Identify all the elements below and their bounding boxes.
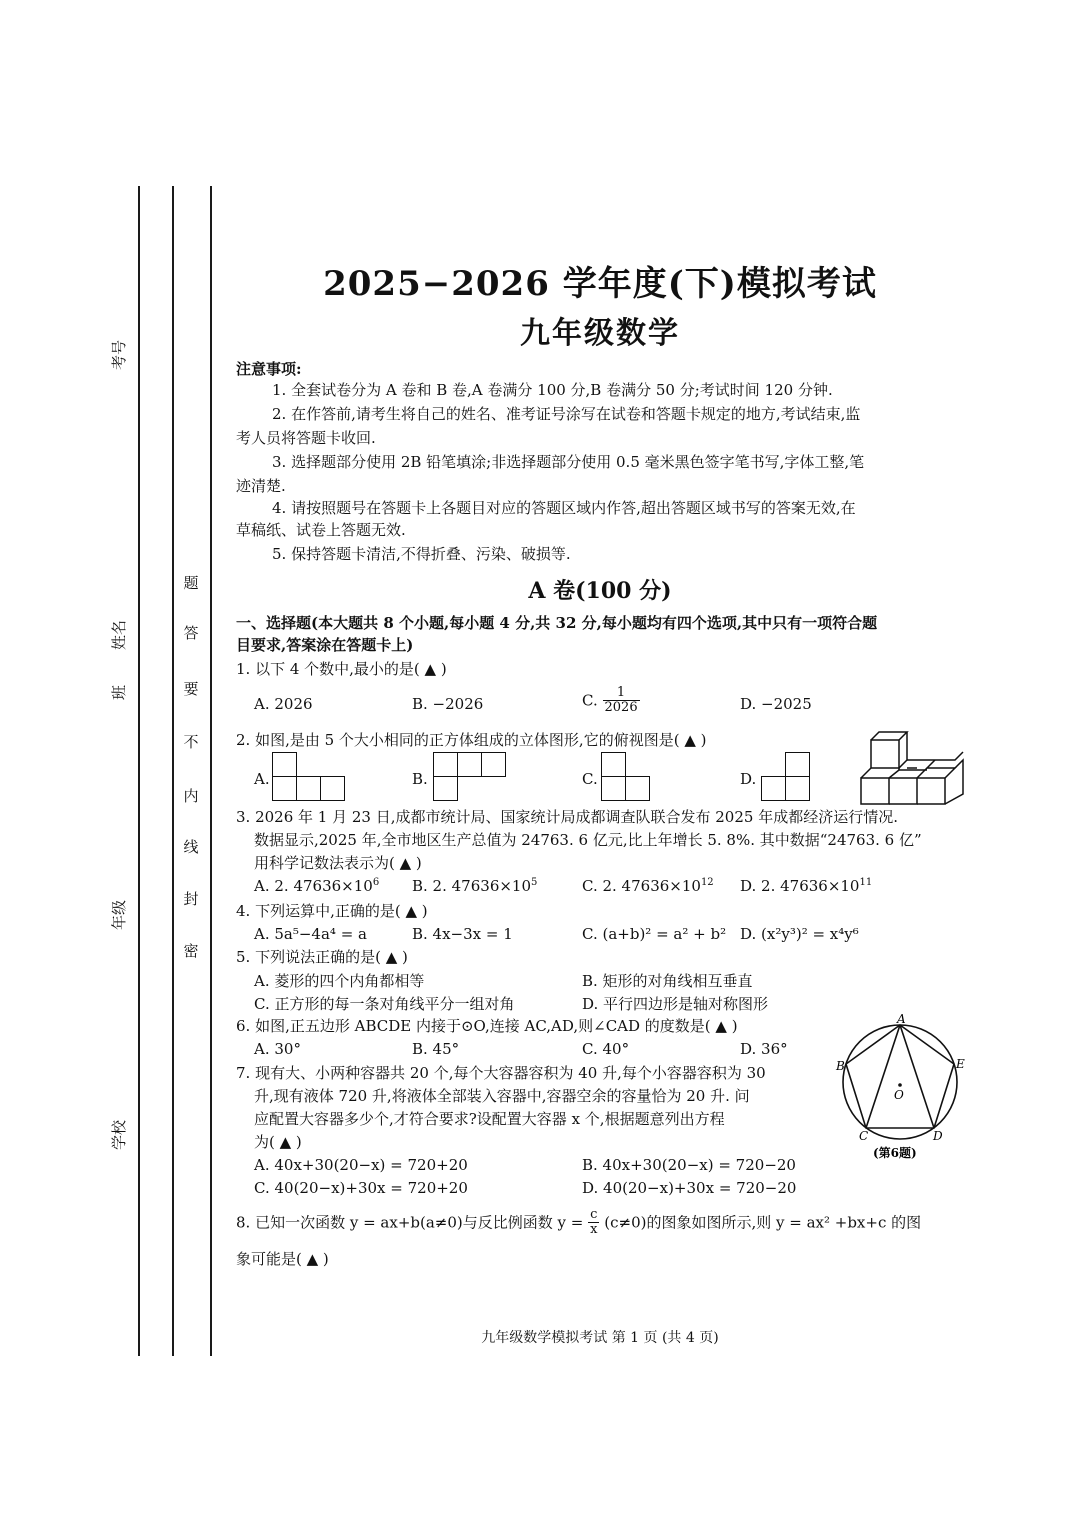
seal-char: 内: [183, 787, 199, 805]
name-label: 姓名: [110, 619, 128, 650]
question-1-stem: 1. 以下 4 个数中,最小的是( ▲ ): [236, 660, 447, 678]
note-item: 3. 选择题部分使用 2B 铅笔填涂;非选择题部分使用 0.5 毫米黑色签字笔书写,字体工整,笔: [272, 453, 865, 471]
q6-label-b: B: [836, 1059, 845, 1073]
q3-option-a: [254, 877, 379, 895]
fraction-denominator: x: [590, 1222, 598, 1237]
section-instructions: 目要求,答案涂在答题卡上): [236, 636, 414, 654]
seal-char: 答: [183, 624, 199, 642]
question-3-line: 3. 2026 年 1 月 23 日,成都市统计局、国家统计局成都调查队联合发布 2025 年成都经济运行情况.: [236, 808, 898, 826]
q3-option-c: [582, 877, 714, 895]
q5-option-c: C. 正方形的每一条对角线平分一组对角: [254, 995, 515, 1013]
question-8-line: 象可能是( ▲ ): [236, 1250, 329, 1268]
binding-line-right: [210, 186, 212, 1356]
q8-part2: (c≠0)的图象如图所示,则 y = ax² +bx+c 的图: [604, 1213, 922, 1232]
q6-option-d: D. 36°: [740, 1040, 788, 1058]
page-footer: 九年级数学模拟考试 第 1 页 (共 4 页): [481, 1330, 719, 1346]
q1-option-c-prefix: C.: [582, 691, 598, 710]
exam-no-label: 考号: [110, 339, 128, 370]
binding-line-mid: [172, 186, 174, 1356]
note-item: 2. 在作答前,请考生将自己的姓名、准考证号涂写在试卷和答题卡规定的地方,考试结束,监: [272, 405, 861, 423]
fraction-numerator: c: [588, 1208, 599, 1223]
question-2-stem: 2. 如图,是由 5 个大小相同的正方体组成的立体图形,它的俯视图是( ▲ ): [236, 731, 707, 749]
q8-fraction: [588, 1208, 599, 1237]
q7-option-c: C. 40(20−x)+30x = 720+20: [254, 1179, 468, 1197]
question-7-line: 升,现有液体 720 升,将液体全部装入容器中,容器空余的容量恰为 20 升. 问: [254, 1087, 750, 1105]
q3-option-b-text: B. 2. 47636×10: [412, 877, 532, 895]
question-6-stem: 6. 如图,正五边形 ABCDE 内接于⊙O,连接 AC,AD,则∠CAD 的度数是( ▲ ): [236, 1017, 738, 1035]
fraction-numerator: 1: [603, 686, 640, 701]
q3-option-b-exponent: 5: [531, 877, 538, 888]
q2-option-d: D.: [740, 770, 757, 788]
q6-label-d: D: [933, 1129, 943, 1143]
seal-char: 线: [183, 838, 199, 856]
question-5-stem: 5. 下列说法正确的是( ▲ ): [236, 948, 408, 966]
q5-option-d: D. 平行四边形是轴对称图形: [582, 995, 769, 1013]
q2-option-a: A.: [254, 770, 270, 788]
q4-option-a: A. 5a⁵−4a⁴ = a: [254, 925, 367, 943]
binding-line-left: [138, 186, 140, 1356]
q1-option-a: A. 2026: [254, 695, 313, 713]
q3-option-b: [412, 877, 537, 895]
fraction-denominator: 2026: [604, 700, 638, 715]
question-8-line: [236, 1208, 921, 1237]
note-item: 4. 请按照题号在答题卡上各题目对应的答题区域内作答,超出答题区域书写的答案无效,在: [272, 499, 856, 517]
q1-option-b: B. −2026: [412, 695, 484, 713]
exam-subtitle: 九年级数学: [520, 316, 680, 351]
section-a-title: A 卷(100 分): [528, 578, 672, 604]
q3-option-d: [740, 877, 872, 895]
section-instructions: 一、选择题(本大题共 8 个小题,每小题 4 分,共 32 分,每小题均有四个选项,其中只有一项符合题: [236, 614, 878, 632]
question-3-line: 用科学记数法表示为( ▲ ): [254, 854, 422, 872]
q5-option-a: A. 菱形的四个内角都相等: [254, 972, 425, 990]
q3-option-d-exponent: 11: [859, 877, 873, 888]
q6-option-b: B. 45°: [412, 1040, 460, 1058]
q6-pentagon-figure: [835, 1012, 970, 1162]
q1-option-c: [582, 686, 640, 715]
q6-option-a: A. 30°: [254, 1040, 301, 1058]
q6-label-e: E: [956, 1057, 965, 1071]
q6-label-o: O: [894, 1088, 904, 1102]
seal-char: 密: [183, 942, 199, 960]
note-item: 迹清楚.: [236, 477, 286, 495]
q3-option-c-exponent: 12: [700, 877, 714, 888]
note-item: 1. 全套试卷分为 A 卷和 B 卷,A 卷满分 100 分,B 卷满分 50 分;考试时间 120 分钟.: [272, 381, 833, 399]
question-7-line: 为( ▲ ): [254, 1133, 302, 1151]
q2-option-c: C.: [582, 770, 598, 788]
seal-char: 不: [183, 733, 199, 751]
q3-option-a-exponent: 6: [372, 877, 380, 888]
note-item: 考人员将答题卡收回.: [236, 429, 376, 447]
seal-char: 要: [183, 680, 199, 698]
q5-option-b: B. 矩形的对角线相互垂直: [582, 972, 753, 990]
seal-char: 封: [183, 890, 199, 908]
q4-option-b: B. 4x−3x = 1: [412, 925, 513, 943]
exam-title: 2025−2026 学年度(下)模拟考试: [323, 264, 877, 304]
q1-option-c-fraction: [603, 686, 640, 715]
question-4-stem: 4. 下列运算中,正确的是( ▲ ): [236, 902, 428, 920]
notes-heading: 注意事项:: [236, 360, 302, 378]
q7-option-d: D. 40(20−x)+30x = 720−20: [582, 1179, 797, 1197]
q3-option-d-text: D. 2. 47636×10: [740, 877, 860, 895]
note-item: 草稿纸、试卷上答题无效.: [236, 521, 406, 539]
grade-label: 年级: [110, 899, 128, 930]
q6-label-c: C: [859, 1129, 869, 1143]
q7-option-a: A. 40x+30(20−x) = 720+20: [254, 1156, 468, 1174]
q4-option-d: D. (x²y³)² = x⁴y⁶: [740, 925, 859, 943]
question-7-line: 应配置大容器多少个,才符合要求?设配置大容器 x 个,根据题意列出方程: [254, 1110, 725, 1128]
school-label: 学校: [110, 1119, 128, 1150]
question-3-line: 数据显示,2025 年,全市地区生产总值为 24763. 6 亿元,比上年增长 5. 8%. 其中数据“24763. 6 亿”: [254, 831, 922, 849]
q8-part1: 8. 已知一次函数 y = ax+b(a≠0)与反比例函数 y =: [236, 1213, 584, 1232]
question-7-line: 7. 现有大、小两种容器共 20 个,每个大容器容积为 40 升,每个小容器容积为 30: [236, 1064, 766, 1082]
note-item: 5. 保持答题卡清洁,不得折叠、污染、破损等.: [272, 545, 571, 563]
seal-char: 题: [183, 574, 199, 592]
q2-cube-figure: [855, 728, 970, 808]
q2-option-b: B.: [412, 770, 428, 788]
class-label: 班: [110, 684, 128, 700]
q3-option-a-text: A. 2. 47636×10: [254, 877, 373, 895]
q3-option-c-text: C. 2. 47636×10: [582, 877, 701, 895]
q4-option-c: C. (a+b)² = a² + b²: [582, 925, 727, 943]
q6-figure-caption: (第6题): [873, 1146, 917, 1160]
q6-option-c: C. 40°: [582, 1040, 630, 1058]
q7-option-b: B. 40x+30(20−x) = 720−20: [582, 1156, 796, 1174]
q1-option-d: D. −2025: [740, 695, 812, 713]
q6-label-a: A: [897, 1012, 906, 1026]
